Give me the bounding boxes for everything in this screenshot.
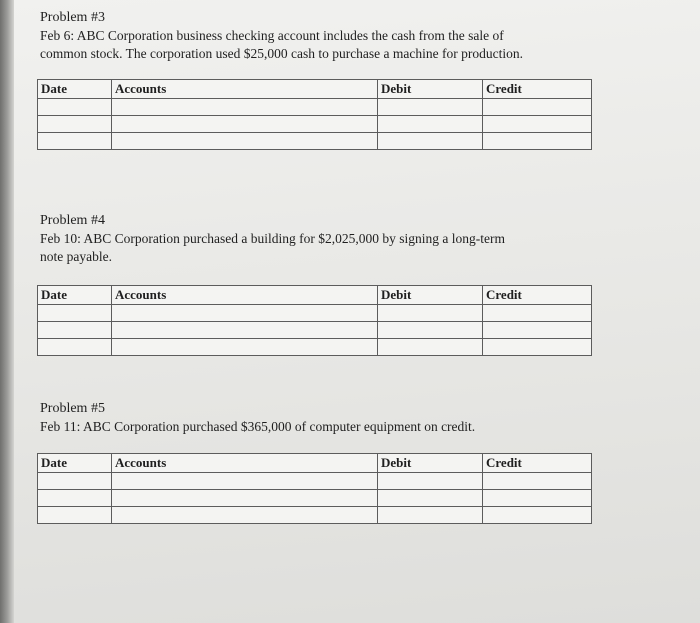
accounts-cell[interactable] bbox=[112, 322, 378, 339]
date-cell[interactable] bbox=[38, 473, 112, 490]
journal-entry-row bbox=[38, 305, 592, 322]
credit-cell[interactable] bbox=[483, 133, 592, 150]
accounts-header: Accounts bbox=[112, 286, 378, 305]
accounts-cell[interactable] bbox=[112, 116, 378, 133]
problem-4-description-line-2: note payable. bbox=[40, 249, 112, 264]
debit-cell[interactable] bbox=[378, 133, 483, 150]
accounts-cell[interactable] bbox=[112, 133, 378, 150]
journal-header-row bbox=[38, 454, 592, 473]
problem-4-description-line-1: Feb 10: ABC Corporation purchased a building for $2,025,000 by signing a long-term bbox=[40, 231, 505, 246]
problem-3-heading: Problem #3 bbox=[40, 10, 105, 25]
date-cell[interactable] bbox=[38, 133, 112, 150]
journal-table-problem-3 bbox=[37, 79, 592, 150]
journal-entry-row bbox=[38, 116, 592, 133]
credit-cell[interactable] bbox=[483, 322, 592, 339]
credit-cell[interactable] bbox=[483, 99, 592, 116]
debit-cell[interactable] bbox=[378, 116, 483, 133]
journal-entry-row bbox=[38, 507, 592, 524]
journal-header-row bbox=[38, 286, 592, 305]
date-cell[interactable] bbox=[38, 116, 112, 133]
debit-cell[interactable] bbox=[378, 305, 483, 322]
problem-3-description-line-2: common stock. The corporation used $25,000 cash to purchase a machine for production. bbox=[40, 46, 523, 61]
debit-cell[interactable] bbox=[378, 507, 483, 524]
debit-cell[interactable] bbox=[378, 322, 483, 339]
accounts-cell[interactable] bbox=[112, 339, 378, 356]
journal-entry-row bbox=[38, 473, 592, 490]
date-cell[interactable] bbox=[38, 339, 112, 356]
debit-cell[interactable] bbox=[378, 339, 483, 356]
date-cell[interactable] bbox=[38, 322, 112, 339]
debit-cell[interactable] bbox=[378, 473, 483, 490]
journal-entry-row bbox=[38, 490, 592, 507]
credit-cell[interactable] bbox=[483, 490, 592, 507]
accounts-cell[interactable] bbox=[112, 490, 378, 507]
debit-header: Debit bbox=[378, 454, 483, 473]
problem-5-description-line-1: Feb 11: ABC Corporation purchased $365,000 of computer equipment on credit. bbox=[40, 419, 476, 434]
date-header: Date bbox=[38, 80, 112, 99]
problem-5-heading: Problem #5 bbox=[40, 401, 105, 416]
credit-cell[interactable] bbox=[483, 473, 592, 490]
credit-header: Credit bbox=[483, 286, 592, 305]
accounts-cell[interactable] bbox=[112, 507, 378, 524]
problem-3-description-line-1: Feb 6: ABC Corporation business checking account includes the cash from the sale of bbox=[40, 28, 504, 43]
journal-entry-row bbox=[38, 99, 592, 116]
journal-entry-row bbox=[38, 133, 592, 150]
accounts-cell[interactable] bbox=[112, 305, 378, 322]
debit-header: Debit bbox=[378, 80, 483, 99]
accounts-header: Accounts bbox=[112, 80, 378, 99]
credit-cell[interactable] bbox=[483, 116, 592, 133]
journal-header-row bbox=[38, 80, 592, 99]
credit-cell[interactable] bbox=[483, 305, 592, 322]
credit-cell[interactable] bbox=[483, 339, 592, 356]
journal-table-problem-4 bbox=[37, 285, 592, 356]
date-header: Date bbox=[38, 454, 112, 473]
journal-table-problem-5 bbox=[37, 453, 592, 524]
accounts-cell[interactable] bbox=[112, 473, 378, 490]
date-cell[interactable] bbox=[38, 305, 112, 322]
problem-4 bbox=[40, 212, 620, 266]
date-cell[interactable] bbox=[38, 99, 112, 116]
problem-3 bbox=[40, 9, 620, 63]
problem-5 bbox=[40, 400, 620, 436]
accounts-header: Accounts bbox=[112, 454, 378, 473]
accounts-cell[interactable] bbox=[112, 99, 378, 116]
photo-edge-shadow bbox=[0, 0, 14, 623]
date-cell[interactable] bbox=[38, 490, 112, 507]
credit-header: Credit bbox=[483, 454, 592, 473]
date-header: Date bbox=[38, 286, 112, 305]
credit-header: Credit bbox=[483, 80, 592, 99]
problem-4-heading: Problem #4 bbox=[40, 213, 105, 228]
journal-entry-row bbox=[38, 339, 592, 356]
journal-entry-row bbox=[38, 322, 592, 339]
debit-cell[interactable] bbox=[378, 99, 483, 116]
debit-header: Debit bbox=[378, 286, 483, 305]
credit-cell[interactable] bbox=[483, 507, 592, 524]
date-cell[interactable] bbox=[38, 507, 112, 524]
debit-cell[interactable] bbox=[378, 490, 483, 507]
